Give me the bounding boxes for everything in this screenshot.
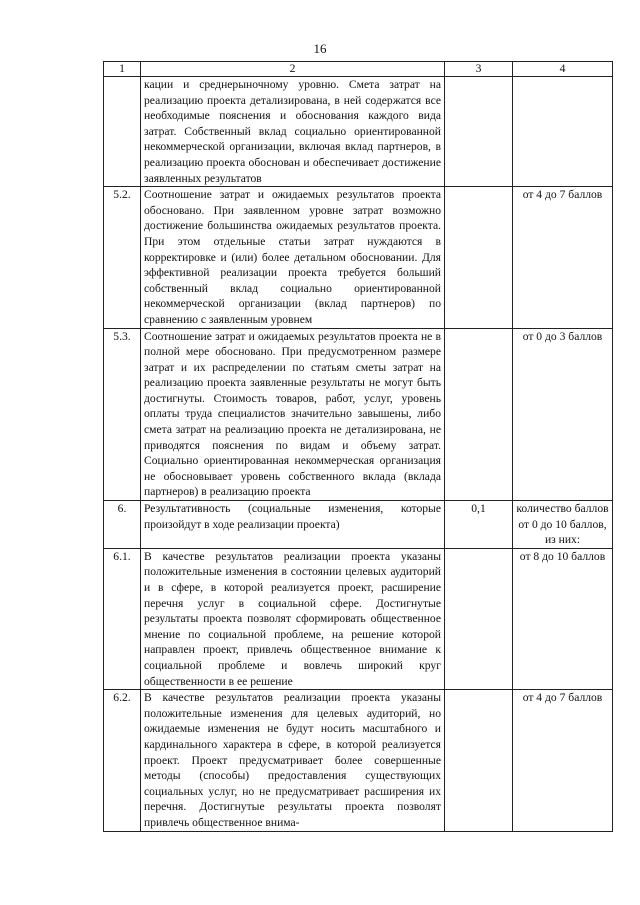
criterion-number: 6.: [104, 501, 141, 549]
criterion-description: Результативность (социальные изменения, которые произойдут в ходе реализации проекта): [141, 501, 445, 549]
criterion-number: 6.2.: [104, 690, 141, 831]
table-row: [104, 548, 613, 689]
criterion-weight: [445, 690, 513, 831]
criterion-score: [513, 77, 613, 187]
criterion-description: В качестве результатов реализации проекта указаны положительные изменения в состоянии целевых аудиторий и в сфере, в которой реализуется проект, расширение перечня услуг в социальной сфере. Достигнутые результаты проекта позволят сформировать общественное мнение по социальной проблеме, на решение которой направлен проект, привлечь общественное внимание к социальной проблеме и вовлечь широкий круг общественности в ее решение: [141, 548, 445, 689]
criterion-score: от 4 до 7 баллов: [513, 187, 613, 328]
table-row: [104, 328, 613, 501]
column-number-3: 3: [445, 62, 513, 77]
column-number-1: 1: [104, 62, 141, 77]
criterion-weight: 0,1: [445, 501, 513, 549]
criterion-score: от 0 до 3 баллов: [513, 328, 613, 501]
criterion-weight: [445, 328, 513, 501]
column-number-2: 2: [141, 62, 445, 77]
criterion-description: Соотношение затрат и ожидаемых результатов проекта не в полной мере обосновано. При предусмотренном размере затрат и их распределении по статьям сметы затрат на реализацию проекта заявленные результаты не могут быть достигнуты. Стоимость товаров, работ, услуг, уровень оплаты труда специалистов значительно завышены, либо смета затрат на реализацию проекта не детализирована, не приводятся пояснения по видам и объему затрат. Социально ориентированная некоммерческая организация не обосновывает уровень собственного вклада (вклада партнеров) в реализацию проекта: [141, 328, 445, 501]
criterion-weight: [445, 187, 513, 328]
table-row: [104, 690, 613, 831]
criterion-description: Соотношение затрат и ожидаемых результатов проекта обосновано. При заявленном уровне затрат возможно достижение большинства ожидаемых результатов проекта. При этом отдельные статьи затрат нуждаются в корректировке и (или) более детальном обосновании. Для эффективной реализации проекта требуется больший собственный вклад социально ориентированной некоммерческой организации (вклад партнеров) по сравнению с заявленным уровнем: [141, 187, 445, 328]
criterion-description: В качестве результатов реализации проекта указаны положительные изменения для целевых аудиторий, но ожидаемые изменения не будут носить масштабного и кардинального характера в сфере, в которой реализуется проект. Проект предусматривает более совершенные методы (способы) предоставления существующих социальных услуг, но не предусматривает расширения их перечня. Достигнутые результаты проекта позволят привлечь общественное внима-: [141, 690, 445, 831]
criterion-number: 5.2.: [104, 187, 141, 328]
criterion-description: кации и среднерыночному уровню. Смета затрат на реализацию проекта детализирована, в ней содержатся все необходимые пояснения и обоснования каждого вида затрат. Собственный вклад социально ориентированной некоммерческой организации, включая вклад партнеров, в реализацию проекта обоснован и обеспечивает достижение заявленных результатов: [141, 77, 445, 187]
page-number: 16: [313, 41, 327, 56]
criterion-score: от 8 до 10 баллов: [513, 548, 613, 689]
column-number-4: 4: [513, 62, 613, 77]
table-header-row: [104, 62, 613, 77]
criterion-number: 5.3.: [104, 328, 141, 501]
criterion-number: 6.1.: [104, 548, 141, 689]
table-row: [104, 501, 613, 549]
table-row: [104, 187, 613, 328]
criterion-weight: [445, 77, 513, 187]
criterion-weight: [445, 548, 513, 689]
evaluation-criteria-table: [103, 61, 613, 832]
criterion-score: от 4 до 7 баллов: [513, 690, 613, 831]
table-row: [104, 77, 613, 187]
criterion-number: [104, 77, 141, 187]
criterion-score: количество баллов от 0 до 10 баллов, из них:: [513, 501, 613, 549]
